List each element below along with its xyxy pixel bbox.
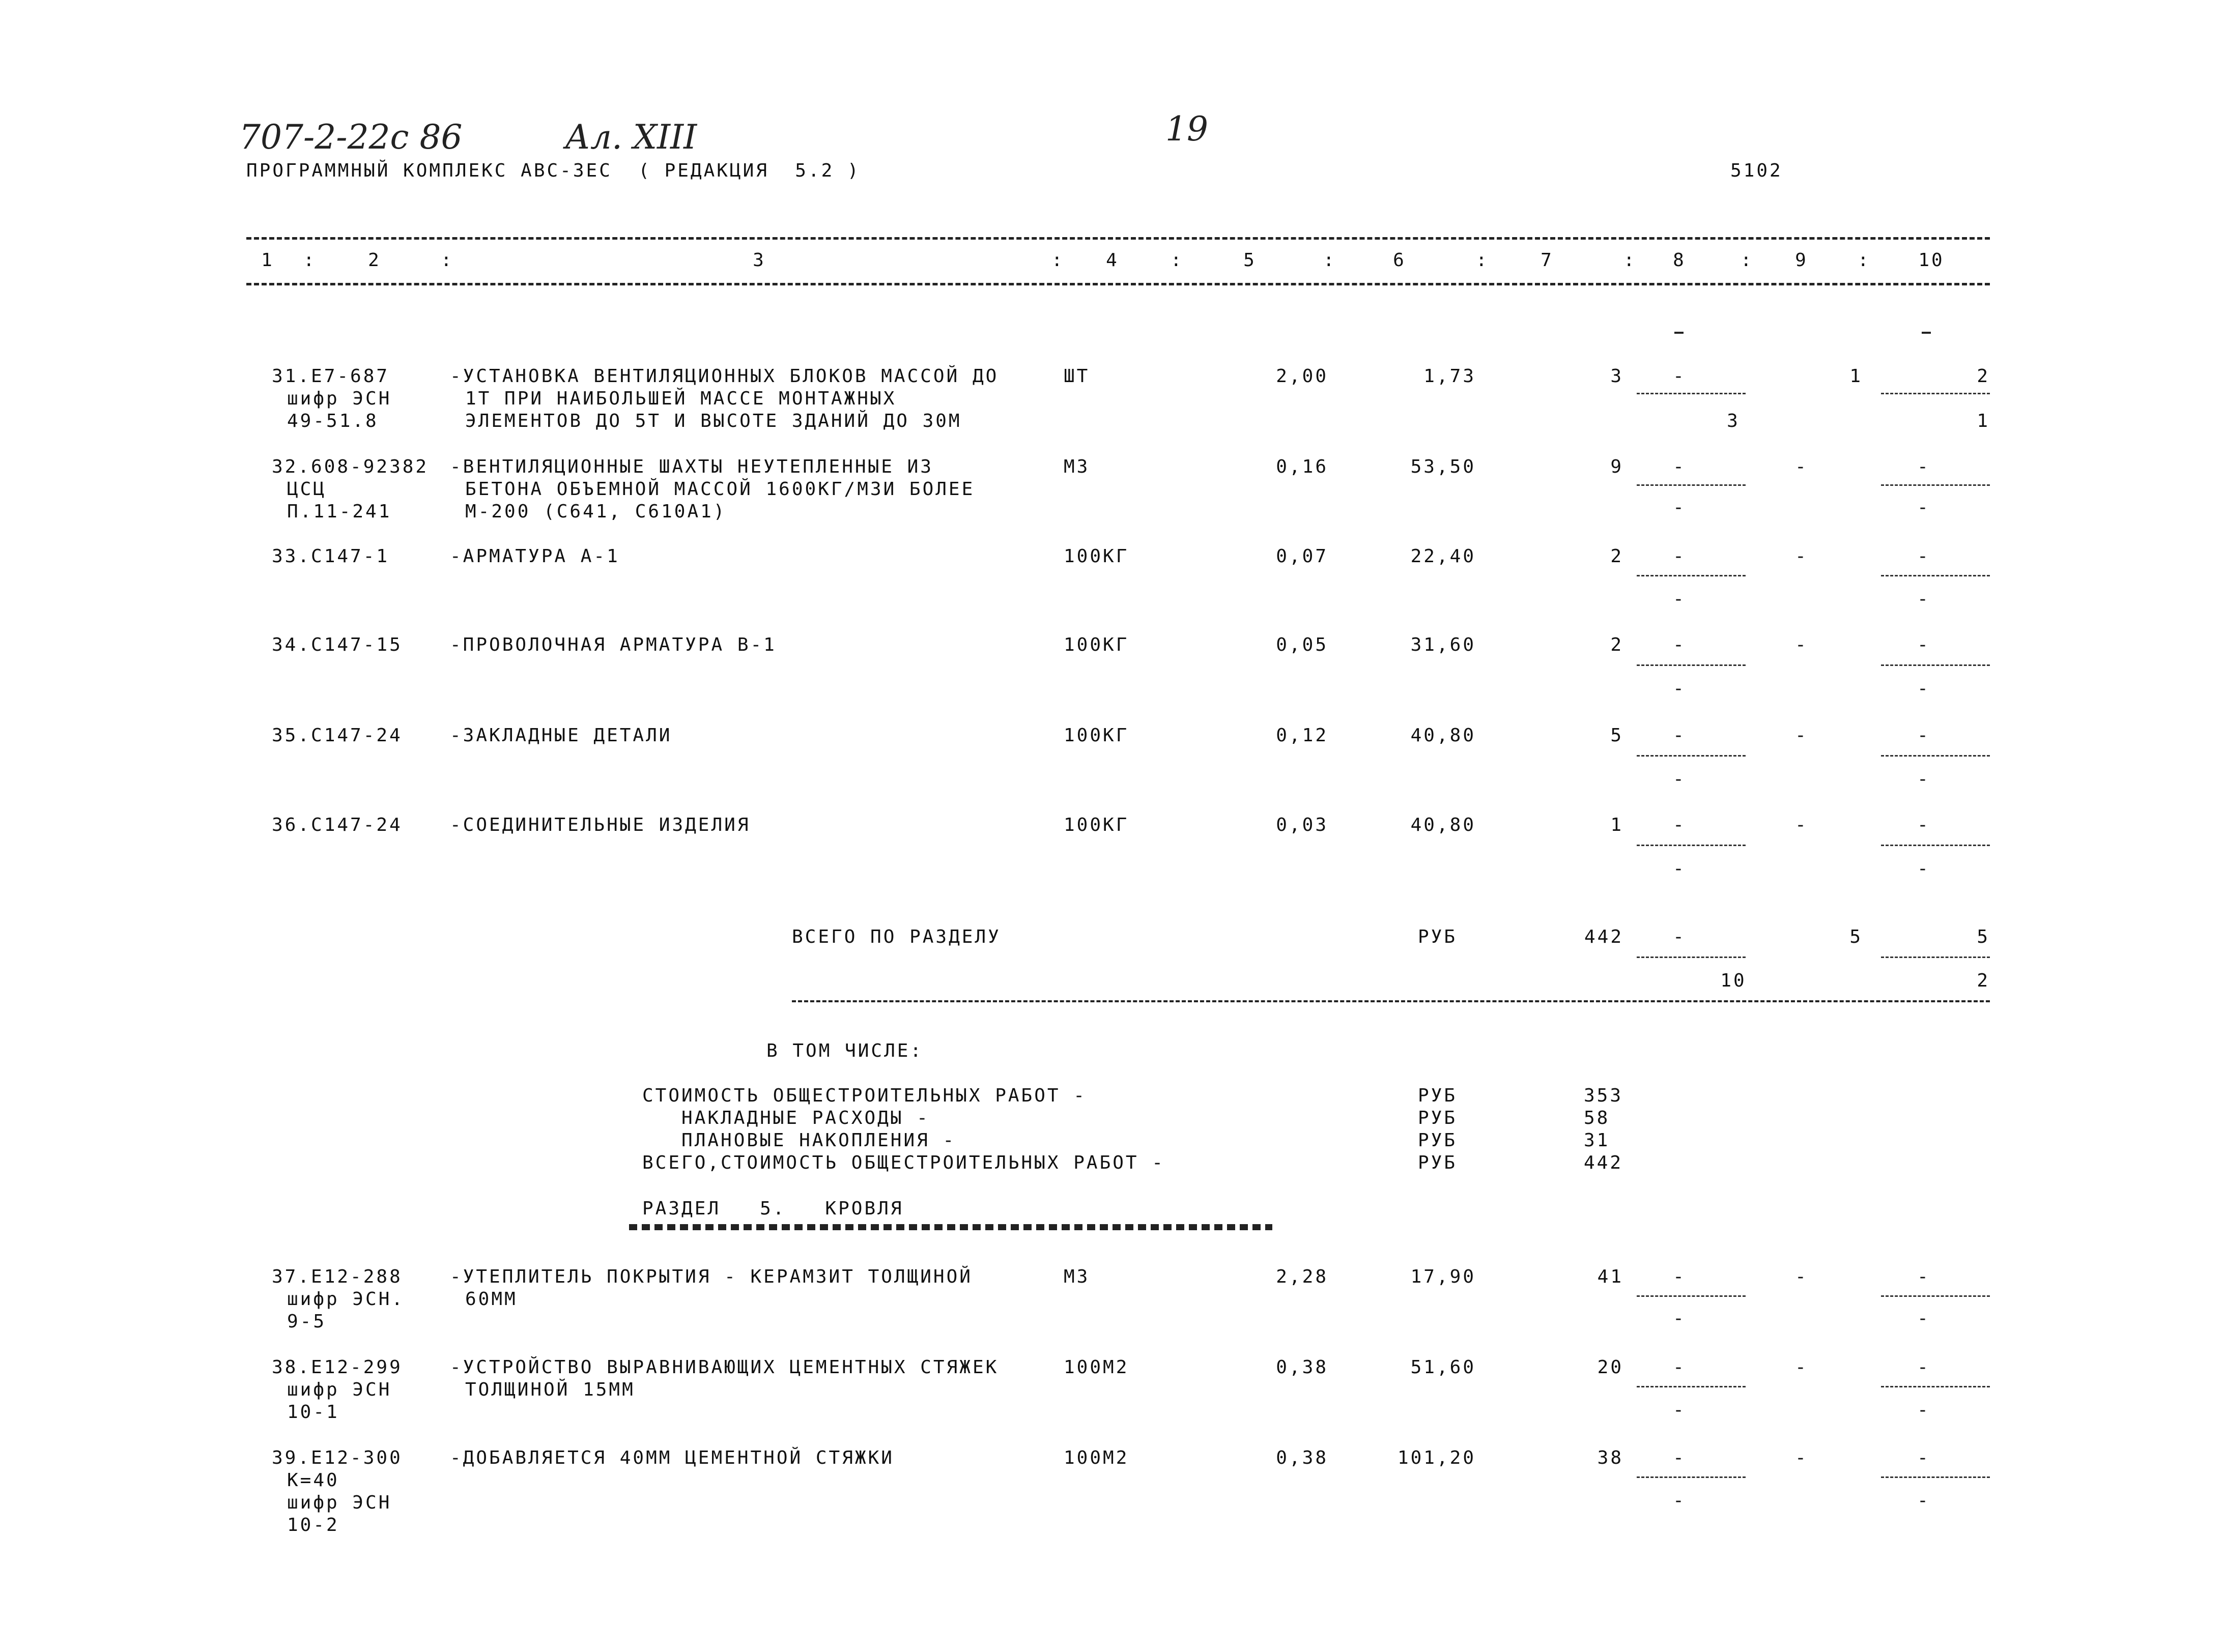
row-unit: ШТ (1064, 366, 1090, 387)
row-col8-divider (1637, 1476, 1746, 1478)
row-col8-divider (1637, 575, 1746, 576)
row-col10-top: - (1917, 815, 1930, 835)
row-unit: М3 (1064, 1266, 1090, 1287)
program-title: ПРОГРАММНЫЙ КОМПЛЕКС АВС-3ЕС ( РЕДАКЦИЯ 5.2 ) (246, 160, 861, 181)
row-col10-divider (1881, 1386, 1990, 1387)
section-heading: РАЗДЕЛ 5. КРОВЛЯ (642, 1198, 904, 1219)
doc-code-handwritten: 707-2-22с 86 (239, 118, 463, 157)
row-col10-divider (1881, 1476, 1990, 1478)
row-unit: 100КГ (1064, 634, 1129, 655)
row-quantity: 2,00 (1276, 366, 1328, 387)
row-col8-bottom: - (1673, 1400, 1686, 1421)
col-separator: : (1476, 250, 1489, 271)
section-total-col8-bottom: 10 (1720, 970, 1747, 991)
row-unit-price: 31,60 (1410, 634, 1476, 655)
row-col8-top: - (1673, 1266, 1686, 1287)
row-col8-divider (1637, 393, 1746, 394)
row-col8-top: - (1673, 366, 1686, 387)
row-code: 37.Е12-288 (272, 1266, 403, 1287)
row-description: -АРМАТУРА А-1 (450, 546, 620, 567)
row-col10-divider (1881, 845, 1990, 846)
row-col10-bottom: - (1917, 589, 1930, 610)
row-code: ЦСЦ (287, 479, 327, 500)
row-unit: 100КГ (1064, 546, 1129, 567)
row-description: 1Т ПРИ НАИБОЛЬШЕЙ МАССЕ МОНТАЖНЫХ (465, 388, 897, 409)
breakdown-value: 442 (1584, 1152, 1623, 1173)
row-col8-bottom: - (1673, 1490, 1686, 1511)
row-code: шифр ЭСН (287, 1492, 392, 1513)
row-quantity: 0,38 (1276, 1357, 1328, 1378)
row-code: К=40 (287, 1470, 339, 1491)
breakdown-unit: РУБ (1418, 1152, 1458, 1173)
row-code: шифр ЭСН (287, 388, 392, 409)
row-code: 33.С147-1 (272, 546, 390, 567)
row-description: ЭЛЕМЕНТОВ ДО 5Т И ВЫСОТЕ ЗДАНИЙ ДО 30М (465, 411, 962, 431)
row-col8-top: - (1673, 815, 1686, 835)
row-col9: - (1795, 725, 1808, 746)
row-total: 38 (1597, 1447, 1623, 1468)
row-col10-bottom: - (1917, 769, 1930, 790)
row-col8-bottom: - (1673, 769, 1686, 790)
section-total-label: ВСЕГО ПО РАЗДЕЛУ (792, 926, 1001, 947)
row-unit: 100КГ (1064, 815, 1129, 835)
row-total: 41 (1597, 1266, 1623, 1287)
row-col8-top: - (1673, 546, 1686, 567)
section-total-unit: РУБ (1418, 926, 1458, 947)
row-quantity: 0,07 (1276, 546, 1328, 567)
row-col9: - (1795, 634, 1808, 655)
breakdown-unit: РУБ (1418, 1085, 1458, 1106)
col-header: 1 (261, 250, 274, 271)
col-header: 7 (1541, 250, 1554, 271)
row-col8-bottom: 3 (1727, 411, 1740, 431)
row-code: П.11-241 (287, 501, 392, 522)
row-code: 31.Е7-687 (272, 366, 390, 387)
row-col9: - (1795, 1357, 1808, 1378)
page-number: 19 (1165, 109, 1208, 149)
row-col10-divider (1881, 393, 1990, 394)
row-total: 1 (1610, 815, 1623, 835)
row-col10-bottom: - (1917, 858, 1930, 879)
row-code: 36.С147-24 (272, 815, 403, 835)
row-total: 3 (1610, 366, 1623, 387)
col-header: 3 (753, 250, 766, 271)
row-quantity: 0,05 (1276, 634, 1328, 655)
col-header: 4 (1106, 250, 1119, 271)
row-total: 2 (1610, 546, 1623, 567)
row-description: -ДОБАВЛЯЕТСЯ 40ММ ЦЕМЕНТНОЙ СТЯЖКИ (450, 1447, 894, 1468)
row-col9: 1 (1849, 366, 1863, 387)
row-col8-divider (1637, 484, 1746, 486)
row-description: ТОЛЩИНОЙ 15ММ (465, 1379, 635, 1400)
document-code: 5102 (1730, 160, 1783, 181)
row-code: 49-51.8 (287, 411, 379, 431)
header-bottom-rule (246, 283, 1990, 285)
section-total-col8-divider (1637, 957, 1746, 958)
row-col10-divider (1881, 484, 1990, 486)
row-col10-top: - (1917, 1447, 1930, 1468)
breakdown-label: СТОИМОСТЬ ОБЩЕСТРОИТЕЛЬНЫХ РАБОТ - (642, 1085, 1087, 1106)
breakdown-unit: РУБ (1418, 1130, 1458, 1151)
row-description: 60ММ (465, 1289, 518, 1310)
col-separator: : (1741, 250, 1754, 271)
row-description: БЕТОНА ОБЪЕМНОЙ МАССОЙ 1600КГ/М3И БОЛЕЕ (465, 479, 975, 500)
row-col8-bottom: - (1673, 589, 1686, 610)
row-col8-top: - (1673, 456, 1686, 477)
row-unit-price: 40,80 (1410, 815, 1476, 835)
section-total-col9: 5 (1849, 926, 1863, 947)
breakdown-value: 31 (1584, 1130, 1610, 1151)
row-col10-divider (1881, 575, 1990, 576)
row-quantity: 0,03 (1276, 815, 1328, 835)
breakdown-unit: РУБ (1418, 1108, 1458, 1128)
row-col10-top: 2 (1977, 366, 1990, 387)
row-unit: 100М2 (1064, 1357, 1129, 1378)
row-col8-top: - (1673, 634, 1686, 655)
row-unit-price: 1,73 (1423, 366, 1476, 387)
row-description: -УСТРОЙСТВО ВЫРАВНИВАЮЩИХ ЦЕМЕНТНЫХ СТЯЖЕК (450, 1357, 999, 1378)
col-header: 8 (1673, 250, 1686, 271)
row-description: -СОЕДИНИТЕЛЬНЫЕ ИЗДЕЛИЯ (450, 815, 751, 835)
row-col8-bottom: - (1673, 858, 1686, 879)
col-separator: : (1171, 250, 1184, 271)
row-col10-top: - (1917, 1266, 1930, 1287)
col-separator: : (1323, 250, 1336, 271)
col-separator: : (441, 250, 454, 271)
row-col10-top: - (1917, 456, 1930, 477)
row-col8-top: - (1673, 725, 1686, 746)
section-total-value: 442 (1584, 926, 1623, 947)
row-col8-divider (1637, 1295, 1746, 1297)
carry-dash (1674, 332, 1684, 334)
row-col10-top: - (1917, 634, 1930, 655)
col-header: 5 (1243, 250, 1257, 271)
row-col8-divider (1637, 664, 1746, 666)
section-total-col10-top: 5 (1977, 926, 1990, 947)
row-description: -ЗАКЛАДНЫЕ ДЕТАЛИ (450, 725, 672, 746)
col-separator: : (1051, 250, 1065, 271)
row-quantity: 0,12 (1276, 725, 1328, 746)
section-total-rule (792, 1000, 1990, 1002)
row-code: 9-5 (287, 1311, 327, 1332)
row-col10-top: - (1917, 1357, 1930, 1378)
row-col10-bottom: - (1917, 497, 1930, 518)
col-header: 2 (368, 250, 381, 271)
col-separator: : (1623, 250, 1637, 271)
row-total: 5 (1610, 725, 1623, 746)
section-total-col8-top: - (1673, 926, 1686, 947)
breakdown-value: 353 (1584, 1085, 1623, 1106)
row-description: -УТЕПЛИТЕЛЬ ПОКРЫТИЯ - КЕРАМЗИТ ТОЛЩИНОЙ (450, 1266, 973, 1287)
row-description: -ПРОВОЛОЧНАЯ АРМАТУРА В-1 (450, 634, 777, 655)
row-unit: 100М2 (1064, 1447, 1129, 1468)
row-quantity: 0,16 (1276, 456, 1328, 477)
row-col8-divider (1637, 1386, 1746, 1387)
row-col10-divider (1881, 664, 1990, 666)
col-header: 10 (1918, 250, 1945, 271)
col-header: 6 (1393, 250, 1406, 271)
row-total: 20 (1597, 1357, 1623, 1378)
col-separator: : (303, 250, 317, 271)
row-code: шифр ЭСН (287, 1379, 392, 1400)
row-col10-bottom: - (1917, 1308, 1930, 1329)
row-col8-divider (1637, 845, 1746, 846)
breakdown-label: ВСЕГО,СТОИМОСТЬ ОБЩЕСТРОИТЕЛЬНЫХ РАБОТ - (642, 1152, 1165, 1173)
row-code: 32.608-92382 (272, 456, 429, 477)
row-col9: - (1795, 1447, 1808, 1468)
row-code: шифр ЭСН. (287, 1289, 405, 1310)
section-heading-underline (629, 1224, 1272, 1230)
row-col8-top: - (1673, 1447, 1686, 1468)
row-col8-bottom: - (1673, 678, 1686, 699)
row-unit-price: 22,40 (1410, 546, 1476, 567)
breakdown-label: ПЛАНОВЫЕ НАКОПЛЕНИЯ - (642, 1130, 956, 1151)
row-code: 10-1 (287, 1402, 339, 1423)
row-unit: М3 (1064, 456, 1090, 477)
row-col8-bottom: - (1673, 497, 1686, 518)
row-unit-price: 17,90 (1410, 1266, 1476, 1287)
row-col9: - (1795, 546, 1808, 567)
row-unit: 100КГ (1064, 725, 1129, 746)
row-code: 39.Е12-300 (272, 1447, 403, 1468)
row-col10-bottom: - (1917, 678, 1930, 699)
row-code: 38.Е12-299 (272, 1357, 403, 1378)
row-description: М-200 (С641, С610А1) (465, 501, 727, 522)
row-col10-bottom: 1 (1977, 411, 1990, 431)
section-total-col10-bottom: 2 (1977, 970, 1990, 991)
col-header: 9 (1795, 250, 1808, 271)
row-total: 9 (1610, 456, 1623, 477)
row-unit-price: 40,80 (1410, 725, 1476, 746)
row-code: 34.С147-15 (272, 634, 403, 655)
row-code: 10-2 (287, 1515, 339, 1535)
row-description: -ВЕНТИЛЯЦИОННЫЕ ШАХТЫ НЕУТЕПЛЕННЫЕ ИЗ (450, 456, 933, 477)
row-code: 35.С147-24 (272, 725, 403, 746)
row-col8-bottom: - (1673, 1308, 1686, 1329)
row-col10-bottom: - (1917, 1400, 1930, 1421)
breakdown-label: НАКЛАДНЫЕ РАСХОДЫ - (642, 1108, 930, 1128)
row-quantity: 0,38 (1276, 1447, 1328, 1468)
row-col10-bottom: - (1917, 1490, 1930, 1511)
row-unit-price: 101,20 (1397, 1447, 1476, 1468)
row-col10-divider (1881, 1295, 1990, 1297)
breakdown-value: 58 (1584, 1108, 1610, 1128)
carry-dash (1922, 332, 1931, 334)
row-unit-price: 53,50 (1410, 456, 1476, 477)
row-total: 2 (1610, 634, 1623, 655)
row-description: -УСТАНОВКА ВЕНТИЛЯЦИОННЫХ БЛОКОВ МАССОЙ ДО (450, 366, 999, 387)
row-col10-top: - (1917, 725, 1930, 746)
col-separator: : (1858, 250, 1871, 271)
row-col9: - (1795, 1266, 1808, 1287)
row-col10-top: - (1917, 546, 1930, 567)
row-col8-divider (1637, 755, 1746, 757)
header-top-rule (246, 237, 1990, 240)
row-col8-top: - (1673, 1357, 1686, 1378)
row-col9: - (1795, 456, 1808, 477)
sheet-handwritten: Ал. XIII (565, 118, 697, 157)
row-unit-price: 51,60 (1410, 1357, 1476, 1378)
section-total-col10-divider (1881, 957, 1990, 958)
row-quantity: 2,28 (1276, 1266, 1328, 1287)
including-heading: В ТОМ ЧИСЛЕ: (766, 1040, 924, 1061)
row-col9: - (1795, 815, 1808, 835)
row-col10-divider (1881, 755, 1990, 757)
